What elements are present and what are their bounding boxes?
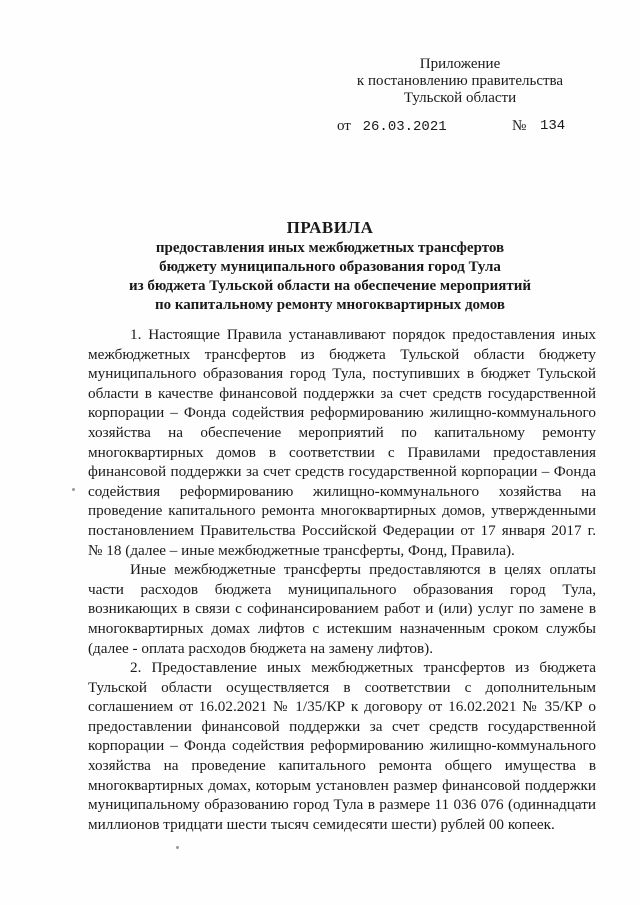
scan-speck (176, 846, 179, 849)
title-line-1: предоставления иных межбюджетных трансфертов (155, 240, 505, 256)
appendix-line-1: Приложение (419, 56, 501, 72)
resolution-dateline (337, 118, 566, 135)
number-sign: № (512, 118, 527, 134)
appendix-header (330, 56, 590, 107)
scan-speck (72, 488, 75, 491)
appendix-line-3: Тульской области (403, 90, 517, 106)
resolution-number: 134 (540, 118, 566, 134)
title-line-4: по капитальному ремонту многоквартирных домов (154, 297, 506, 313)
document-title (80, 217, 580, 315)
paragraph-3: 2. Предоставление иных межбюджетных трансфертов из бюджета Тульской области осуществляется в соответствии с дополнительным соглашением от 16.02.2021 № 1/35/КР к договору от 16.02.2021 № 35/КР о предоставлении финансовой поддержки за счет средств государственной корпорации – Фонда содействия реформированию жилищно-коммунального хозяйства на проведение капитального ремонта общего имущества в многоквартирных домах, которым установлен размер финансовой поддержки муниципальному образованию город Тула в размере 11 036 076 (одиннадцати миллионов тридцати шести тысяч семидесяти шести) рублей 00 копеек. (88, 659, 596, 833)
document-body (88, 325, 596, 834)
title-line-2: бюджету муниципального образования город Тула (159, 259, 501, 275)
resolution-date: 26.03.2021 (362, 119, 447, 135)
date-from-label: от (337, 118, 351, 134)
title-main: ПРАВИЛА (286, 218, 374, 237)
title-line-3: из бюджета Тульской области на обеспечение мероприятий (129, 278, 531, 294)
paragraph-1: 1. Настоящие Правила устанавливают порядок предоставления иных межбюджетных трансфертов из бюджета Тульской области бюджету муниципального образования город Тула, поступивших в бюджет Тульской области в качестве финансовой поддержки за счет средств государственной корпорации – Фонда содействия реформированию жилищно-коммунального хозяйства на обеспечение мероприятий по капитальному ремонту многоквартирных домов в соответствии с Правилами предоставления финансовой поддержки за счет средств государственной корпорации – Фонда содействия реформированию жилищно-коммунального хозяйства на проведение капитального ремонта многоквартирных домов, утвержденными постановлением Правительства Российской Федерации от 17 января 2017 г. № 18 (далее – иные межбюджетные трансферты, Фонд, Правила). (88, 326, 596, 559)
appendix-line-2: к постановлению правительства (356, 73, 564, 89)
paragraph-2: Иные межбюджетные трансферты предоставляются в целях оплаты части расходов бюджета муниципального образования город Тула, возникающих в связи с софинансированием работ и (или) услуг по замене в многоквартирных домах лифтов с истекшим назначенным сроком службы (далее - оплата расходов бюджета на замену лифтов). (88, 561, 596, 657)
